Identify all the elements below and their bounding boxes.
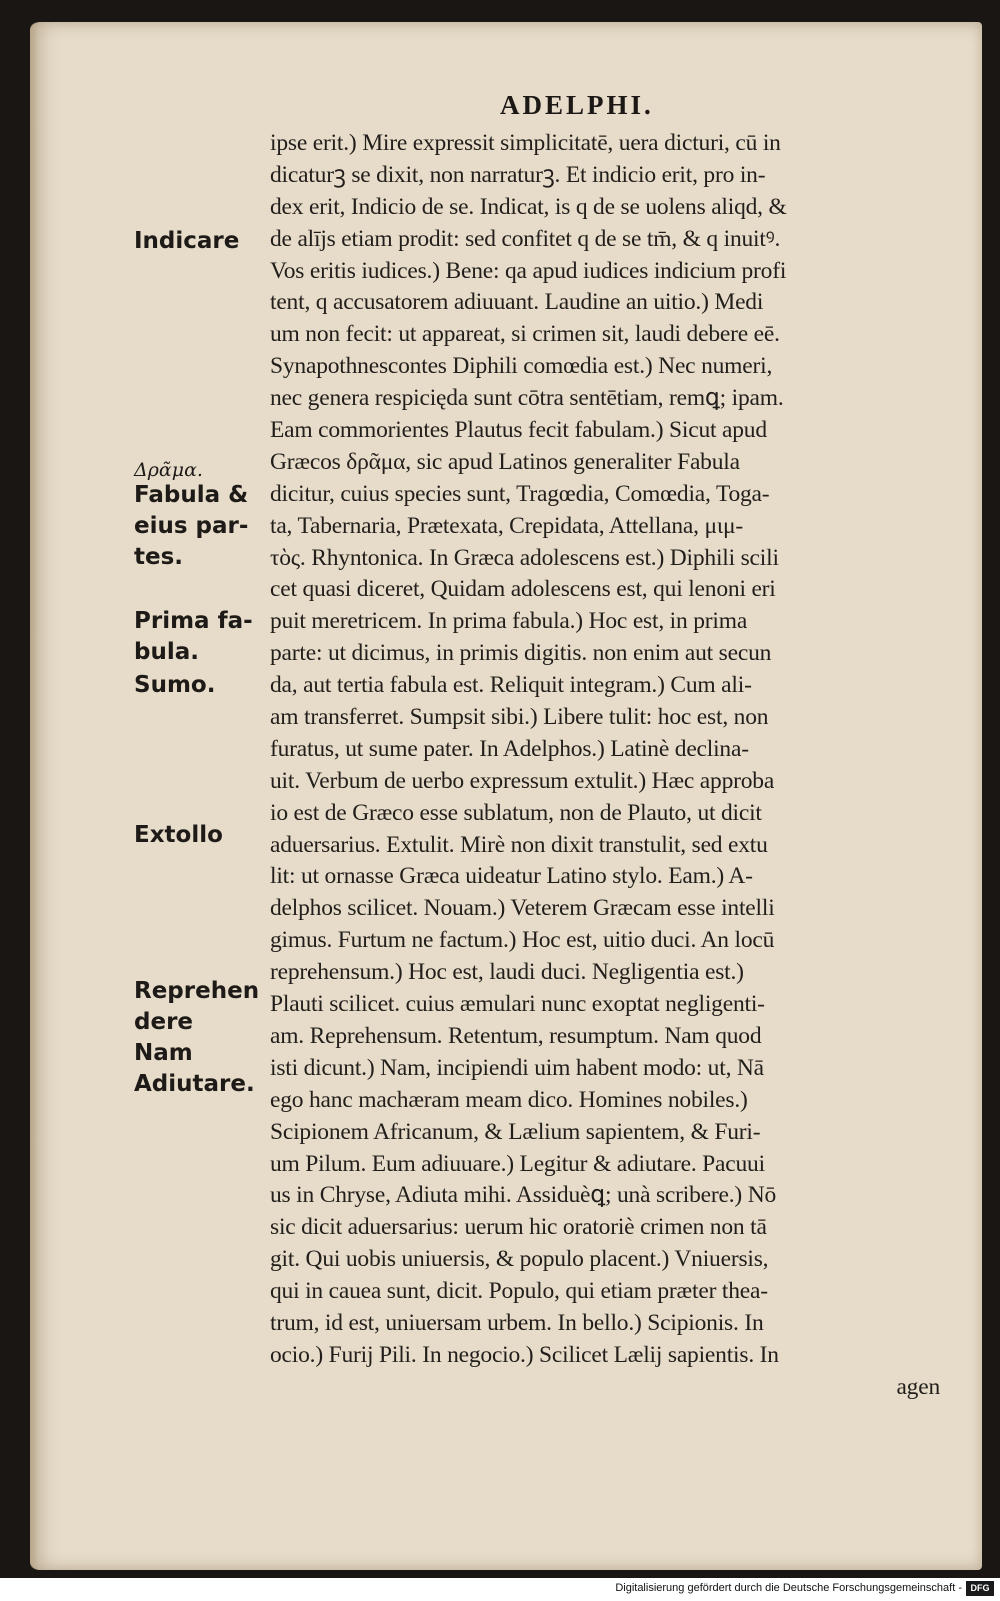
text-line: us in Chryse, Adiuta mihi. Assiduèꝗ; unà scribere.) Nō [270,1182,777,1209]
margin-note-prima-line: Prima fa- [134,608,253,634]
text-line: de alījs etiam prodit: sed confitet q de se tm̄, & q inuitꝰ. [270,225,781,252]
text-line: ocio.) Furij Pili. In negocio.) Scilicet Lælij sapientis. In [270,1341,779,1368]
margin-note-reprehendere-line: dere [134,1009,194,1035]
text-line: aduersarius. Extulit. Mirè non dixit transtulit, sed extu [270,831,768,858]
margin-note-drama: Δρᾶμα. [134,459,203,481]
margin-note-fabula-line: tes. [134,544,184,570]
dfg-logo: DFG [966,1581,994,1596]
text-line: τὸς. Rhyntonica. In Græca adolescens est.) Diphili scili [270,544,779,571]
text-line: Eam commorientes Plautus fecit fabulam.) Sicut apud [270,417,767,444]
margin-note-reprehendere [134,976,259,1100]
text-line: Vos eritis iudices.) Bene: qa apud iudices indicium profi [270,257,787,284]
text-line: um Pilum. Eum adiuuare.) Legitur & adiutare. Pacuui [270,1150,765,1177]
text-line: da, aut tertia fabula est. Reliquit integram.) Cum ali- [270,672,752,699]
margin-note-sumo: Sumo. [134,672,216,698]
text-line: git. Qui uobis uniuersis, & populo placent.) Vniuersis, [270,1246,769,1273]
margin-note-fabula-line: eius par- [134,513,249,539]
text-line: um non fecit: ut appareat, si crimen sit, laudi debere eē. [270,321,780,348]
margin-note-nam: Nam [134,1040,193,1066]
margin-note-extollo: Extollo [134,822,223,848]
margin-note-indicare: Indicare [134,228,240,254]
margin-note-prima-line: bula. [134,639,199,665]
text-line: ipse erit.) Mire expressit simplicitatē, uera dicturi, cū in [270,130,781,156]
margin-note-adiutare: Adiutare. [134,1071,255,1097]
text-line: am. Reprehensum. Retentum, resumptum. Nam quod [270,1022,762,1049]
text-line: sic dicit aduersarius: uerum hic oratoriè crimen non tā [270,1214,767,1241]
text-line: cet quasi diceret, Quidam adolescens est, qui lenoni eri [270,576,776,603]
text-line: tent, q accusatorem adiuuant. Laudine an uitio.) Medi [270,289,764,316]
margin-notes [134,226,274,1126]
text-line: Synapothnescontes Diphili comœdia est.) Nec numeri, [270,353,773,380]
text-line: dicaturꝫ se dixit, non narraturꝫ. Et indicio erit, pro in- [270,161,766,188]
commentary-text [270,128,960,1404]
text-line: ego hanc machæram meam dico. Homines nobiles.) [270,1086,748,1113]
catchword: agen [896,1373,940,1400]
running-head: ADELPHI. [500,90,654,120]
text-line: am transferret. Sumpsit sibi.) Libere tulit: hoc est, non [270,704,769,731]
text-line: Plauti scilicet. cuius æmulari nunc exoptat negligenti- [270,991,765,1018]
text-line: dex erit, Indicio de se. Indicat, is q de se uolens aliqd, & [270,193,787,220]
text-line: Scipionem Africanum, & Lælium sapientem, & Furi- [270,1118,761,1145]
funding-credit: Digitalisierung gefördert durch die Deutsche Forschungsgemeinschaft - [615,1582,962,1594]
text-line: gimus. Furtum ne factum.) Hoc est, uitio duci. An locū [270,927,775,954]
text-line: uit. Verbum de uerbo expressum extulit.) Hæc approba [270,767,775,794]
margin-note-prima-fabula [134,606,253,668]
text-line: dicitur, cuius species sunt, Tragœdia, Comœdia, Toga- [270,480,770,507]
margin-note-fabula [134,480,248,573]
text-line: ta, Tabernaria, Prætexata, Crepidata, Attellana, μιμ- [270,512,743,539]
margin-note-fabula-line: Fabula & [134,482,249,508]
digitization-footer [0,1578,1000,1601]
text-line: io est de Græco esse sublatum, non de Plauto, ut dicit [270,799,762,826]
text-line: puit meretricem. In prima fabula.) Hoc est, in prima [270,608,748,635]
page-binding-shadow [30,22,38,1570]
text-line: reprehensum.) Hoc est, laudi duci. Negligentia est.) [270,959,744,986]
text-line: lit: ut ornasse Græca uideatur Latino stylo. Eam.) A- [270,863,753,890]
margin-note-reprehendere-line: Reprehen [134,978,260,1004]
text-line: isti dicunt.) Nam, incipiendi uim habent modo: ut, Nā [270,1054,764,1081]
text-line: trum, id est, uniuersam urbem. In bello.) Scipionis. In [270,1309,764,1336]
text-line: furatus, ut sume pater. In Adelphos.) Latinè declina- [270,735,749,762]
text-line: parte: ut dicimus, in primis digitis. non enim aut secun [270,640,772,667]
text-line: delphos scilicet. Nouam.) Veterem Græcam esse intelli [270,895,775,922]
text-line: nec genera respicięda sunt cōtra sentētiam, remꝗ; ipam. [270,385,784,412]
text-line: qui in cauea sunt, dicit. Populo, qui etiam præter thea- [270,1278,768,1305]
text-line: Græcos δρᾶμα, sic apud Latinos generaliter Fabula [270,448,740,475]
